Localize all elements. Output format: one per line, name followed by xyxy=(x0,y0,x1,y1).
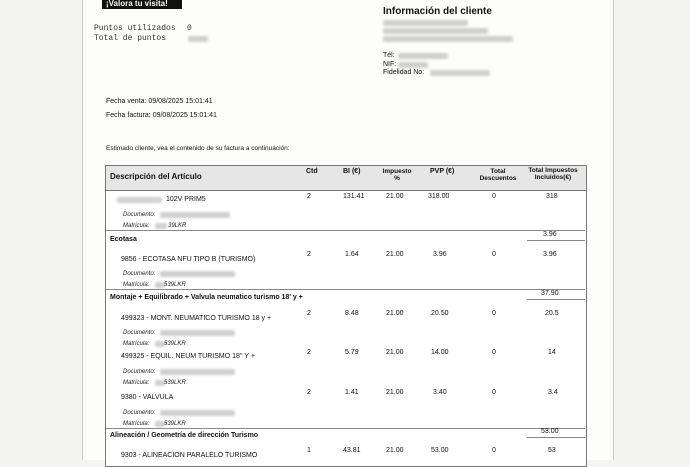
item-impuesto: 21.00 xyxy=(386,310,404,317)
points-used-label: Puntos utilizados xyxy=(94,24,176,33)
item-total: 20.5 xyxy=(545,310,559,317)
item-bi: 5.79 xyxy=(345,349,359,356)
col-ctd-header: Ctd xyxy=(306,168,318,175)
item-desc: 9856 - ECOTASA NFU TIPO B (TURISMO) xyxy=(121,256,256,263)
item-impuesto: 21.00 xyxy=(386,193,404,200)
redacted-fidelidad xyxy=(430,70,490,76)
col-bi-header: BI (€) xyxy=(343,168,361,175)
item-pvp: 14.00 xyxy=(431,349,449,356)
item-pvp: 3.96 xyxy=(433,251,447,258)
matricula-value: 539LKR xyxy=(164,341,186,347)
item-desc: 499323 - MONT. NEUMATICO TURISMO 18 y + xyxy=(121,315,272,322)
documento-label: Documento: xyxy=(123,410,156,416)
item-descuento: 0 xyxy=(492,310,496,317)
fecha-factura: Fecha factura: 09/08/2025 15:01:41 xyxy=(106,112,217,119)
item-ctd: 2 xyxy=(307,310,311,317)
col-desc-header: Descripción del Artículo xyxy=(110,172,202,181)
section-total: 37.90 xyxy=(541,290,559,297)
item-pvp: 20.50 xyxy=(431,310,449,317)
item-descuento: 0 xyxy=(492,349,496,356)
redacted-matricula xyxy=(155,223,167,229)
item-total: 3.96 xyxy=(543,251,557,258)
matricula-label: Matrícula: xyxy=(123,380,150,386)
item-ctd: 2 xyxy=(307,349,311,356)
fecha-venta: Fecha venta: 09/08/2025 15:01:41 xyxy=(106,98,213,105)
item-total: 53 xyxy=(548,447,556,454)
item-bi: 1.41 xyxy=(345,389,359,396)
redacted-client-name xyxy=(383,20,468,26)
redacted-documento xyxy=(160,410,235,416)
matricula-value: 539LKR xyxy=(164,421,186,427)
col-descuentos-header: Total Descuentos xyxy=(479,168,517,182)
matricula-label: Matrícula: xyxy=(123,421,150,427)
documento-label: Documento: xyxy=(123,212,156,218)
item-pvp: 318.00 xyxy=(428,193,450,200)
redacted-documento xyxy=(160,330,235,336)
row-divider xyxy=(106,428,585,429)
nif-label: NIF: xyxy=(383,61,397,68)
redacted-documento xyxy=(160,271,235,277)
item-total: 14 xyxy=(548,349,556,356)
matricula-value: 539LKR xyxy=(164,380,186,386)
matricula-label: Matrícula: xyxy=(123,282,150,288)
item-pvp: 3.40 xyxy=(433,389,447,396)
redacted-address-2 xyxy=(383,36,513,42)
tel-label: Tél: xyxy=(383,52,395,59)
redacted-documento xyxy=(160,212,230,218)
col-impuesto-header: Impuesto % xyxy=(382,168,412,182)
redacted-nif xyxy=(398,62,428,68)
item-impuesto: 21.00 xyxy=(386,349,404,356)
item-ctd: 1 xyxy=(307,447,311,454)
item-impuesto: 21.00 xyxy=(386,389,404,396)
item-bi: 131.41 xyxy=(343,193,365,200)
item-descuento: 0 xyxy=(492,193,496,200)
redacted-phone xyxy=(398,53,448,59)
points-total-label: Total de puntos xyxy=(94,34,167,43)
item-bi: 1.64 xyxy=(345,251,359,258)
item-desc: 499325 - EQUIL. NEUM TURISMO 18'' Y + xyxy=(121,353,255,360)
intro-text: Estimado cliente, vea el contenido de su factura a continuación: xyxy=(106,145,290,152)
section-total-underline xyxy=(527,437,585,438)
item-ctd: 2 xyxy=(307,389,311,396)
client-info-title: Información del cliente xyxy=(383,6,492,17)
rate-visit-badge[interactable]: ¡Valora tu visita! xyxy=(102,0,182,9)
points-used-value: 0 xyxy=(187,24,192,33)
col-total-header: Total Impuestos Incluidos(€) xyxy=(528,167,578,181)
item-pvp: 53.00 xyxy=(431,447,449,454)
item-descuento: 0 xyxy=(492,251,496,258)
section-total: 3.96 xyxy=(543,231,557,238)
item-descuento: 0 xyxy=(492,447,496,454)
item-desc: 9380 - VALVULA xyxy=(121,394,174,401)
item-desc: 102V PRIM5 xyxy=(166,196,206,203)
redacted-documento xyxy=(160,369,235,375)
redacted-brand xyxy=(117,197,162,203)
matricula-value: 39LKR xyxy=(168,223,187,229)
item-desc: 9303 - ALINEACION PARALELO TURISMO xyxy=(121,452,258,459)
section-title: Ecotasa xyxy=(110,236,137,243)
item-ctd: 2 xyxy=(307,251,311,258)
section-total: 53.00 xyxy=(541,428,559,435)
fidelidad-label: Fidelidad No: xyxy=(383,69,425,76)
item-bi: 8.48 xyxy=(345,310,359,317)
matricula-value: 539LKR xyxy=(164,282,186,288)
matricula-label: Matrícula: xyxy=(123,223,150,229)
item-bi: 43.81 xyxy=(343,447,361,454)
row-divider xyxy=(106,230,585,231)
col-pvp-header: PVP (€) xyxy=(430,168,455,175)
section-total-underline xyxy=(527,299,585,300)
item-impuesto: 21.00 xyxy=(386,447,404,454)
redacted-address-1 xyxy=(383,28,488,34)
item-total: 3.4 xyxy=(548,389,558,396)
redacted-total-points xyxy=(188,36,208,42)
item-impuesto: 21.00 xyxy=(386,251,404,258)
documento-label: Documento: xyxy=(123,369,156,375)
section-title: Alineación / Geometría de dirección Turismo xyxy=(110,432,259,439)
item-ctd: 2 xyxy=(307,193,311,200)
item-total: 318 xyxy=(546,193,558,200)
item-descuento: 0 xyxy=(492,389,496,396)
documento-label: Documento: xyxy=(123,330,156,336)
section-total-underline xyxy=(527,240,585,241)
section-title: Montaje + Equilibrado + Valvula neumatico turismo 18' y + xyxy=(110,294,303,301)
matricula-label: Matrícula: xyxy=(123,341,150,347)
documento-label: Documento: xyxy=(123,271,156,277)
row-divider xyxy=(106,289,585,290)
